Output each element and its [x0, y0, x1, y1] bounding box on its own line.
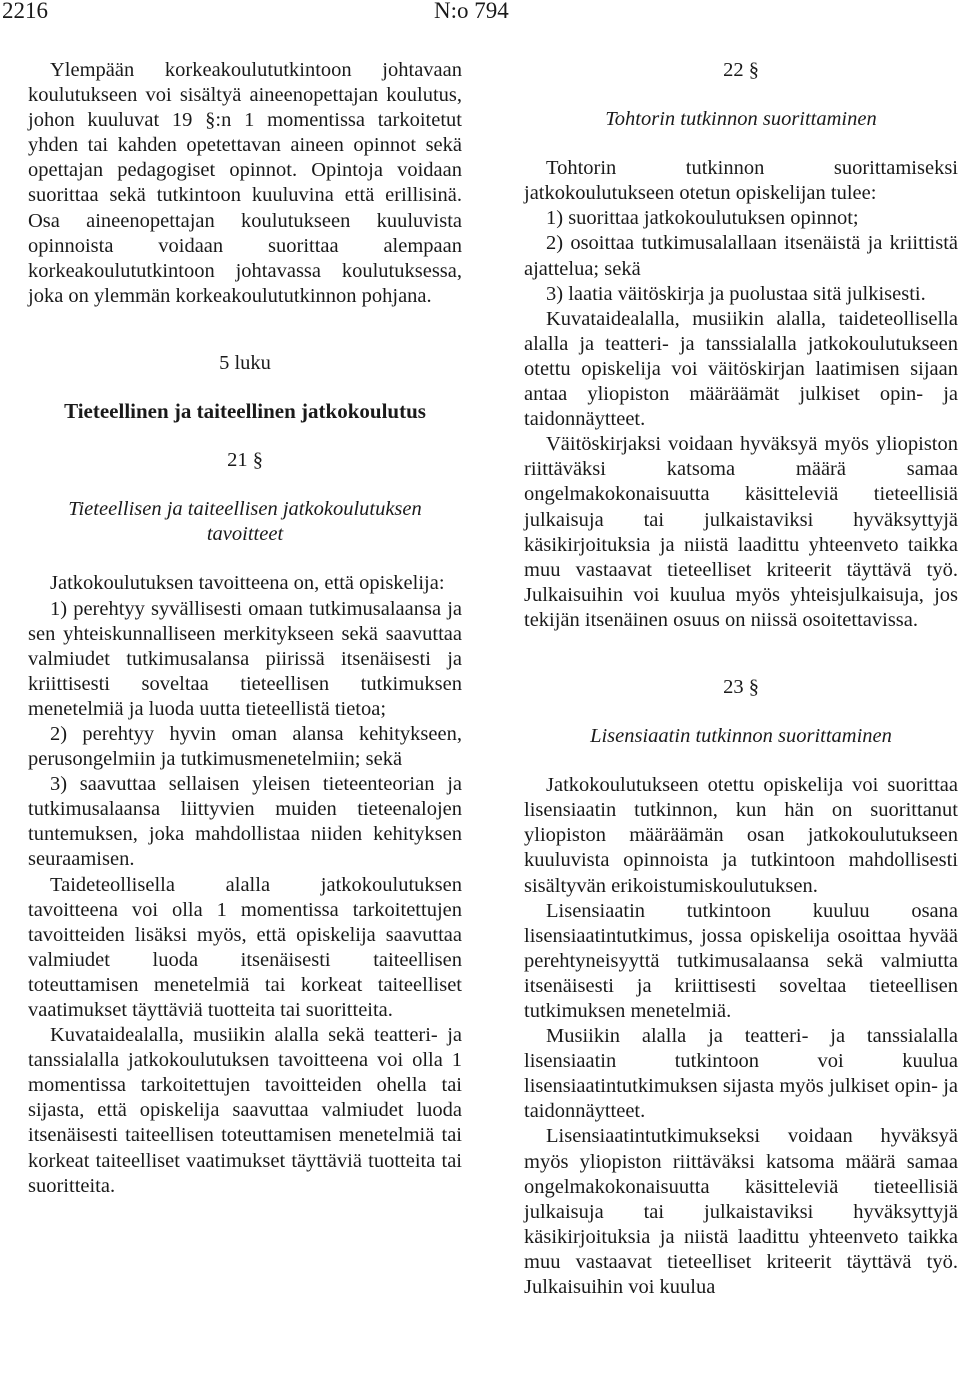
- paragraph: Musiikin alalla ja teatteri- ja tanssialalla lisensiaatin tutkintoon voi kuulua lisensiaatintutkimuksen sijasta myös julkiset opin- ja taidonnäytteet.: [524, 1025, 958, 1123]
- page-header: [0, 0, 960, 34]
- paragraph: Kuvataidealalla, musiikin alalla sekä teatteri- ja tanssialalla jatkokoulutuksen tavoitteena voi olla 1 momentissa tarkoitettujen tavoitteiden ohella tai sijasta, että opiskelija saavuttaa valmiudet luoda itsenäisesti taiteellisen toteuttamisen menetelmiä tai korkeat taiteelliset vaatimukset täyttäviä tuotteita tai suoritteita.: [28, 1024, 462, 1197]
- paragraph: Lisensiaatin tutkintoon kuuluu osana lisensiaatintutkimus, jossa opiskelija osoittaa hyvää perehtyneisyyttä tutkimusalaansa sekä valmiutta itsenäisesti ja kriittisesti soveltaa tieteellisen tutkimuksen menetelmiä.: [524, 899, 958, 1022]
- section-number: 21 §: [227, 449, 263, 472]
- section-title: Tieteellisen ja taiteellisen jatkokoulutuksen tavoitteet: [68, 498, 422, 546]
- paragraph: Jatkokoulutukseen otettu opiskelija voi suorittaa lisensiaatin tutkinnon, kun hän on suorittanut yliopiston määräämän osan jatkokoulutukseen kuuluvista opinnoista ja tutkintoon mahdollisesti sisältyvän erikoistumiskoulutuksen.: [524, 774, 958, 897]
- list-item: 2) perehtyy hyvin oman alansa kehitykseen, perusongelmiin ja tutkimusmenetelmiin; sekä: [28, 722, 462, 771]
- section-title: Lisensiaatin tutkinnon suorittaminen: [590, 725, 892, 748]
- issue-number: N:o 794: [434, 0, 509, 23]
- paragraph: Ylempään korkeakoulututkintoon johtavaan koulutukseen voi sisältyä aineenopettajan koulutus, johon kuuluvat 19 §:n 1 momentissa tarkoitetut yhden tai kahden opetettavan aineen opinnot sekä opettajan pedagogiset opinnot. Opintoja voidaan suorittaa sekä tutkintoon kuuluvina että erillisinä. Osa aineenopettajan koulutukseen kuuluvista opinnoista voidaan suorittaa alempaan korkeakoulututkintoon johtavassa koulutuksessa, joka on ylemmän korkeakoulututkinnon pohjana.: [28, 59, 462, 307]
- list-item: 2) osoittaa tutkimusalallaan itsenäistä ja kriittistä ajattelua; sekä: [524, 232, 958, 280]
- list-item: 3) saavuttaa sellaisen yleisen tieteenteorian ja tutkimusalaansa liittyvien muiden tieteenalojen tuntemuksen, joka mahdollistaa niiden kehityksen seuraamisen.: [28, 773, 462, 871]
- paragraph: Lisensiaatintutkimukseksi voidaan hyväksyä myös yliopiston riittäväksi katsoma määrä samaa ongelmakokonaisuutta käsitteleviä tieteellisiä julkaisuja tai julkaistaviksi hyväksyttyjä käsikirjoituksia ja niistä laadittu yhteenveto taikka muu vastaavat tieteelliset kriteerit täyttävä työ. Julkaisuihin voi kuulua: [524, 1125, 958, 1299]
- list-item: 3) laatia väitöskirja ja puolustaa sitä julkisesti.: [546, 282, 926, 305]
- paragraph: Taideteollisella alalla jatkokoulutuksen tavoitteena voi olla 1 momentissa tarkoitettujen tavoitteiden lisäksi myös, että opiskelija saavuttaa valmiudet luoda itsenäisesti taiteellisen toteuttamisen menetelmiä tai korkeat taiteelliset vaatimukset täyttäviä tuotteita tai suoritteita.: [28, 873, 462, 1021]
- section-title: Tohtorin tutkinnon suorittaminen: [605, 108, 877, 131]
- paragraph: Jatkokoulutuksen tavoitteena on, että opiskelija:: [50, 572, 445, 595]
- paragraph: Väitöskirjaksi voidaan hyväksyä myös yliopiston riittäväksi katsoma määrä samaa ongelmakokonaisuutta käsitteleviä tieteellisiä julkaisuja tai julkaistaviksi hyväksyttyjä käsikirjoituksia ja niistä laadittu yhteenveto taikka muu vastaavat tieteelliset kriteerit täyttävä työ. Julkaisuihin voi kuulua myös yhteisjulkaisuja, jos tekijän itsenäinen osuus on niissä osoitettavissa.: [524, 433, 958, 631]
- list-item: 1) perehtyy syvällisesti omaan tutkimusalaansa ja sen yhteiskunnalliseen merkitykseen sekä saavuttaa valmiudet tutkimusalansa piirissä itsenäisesti ja kriittisesti soveltaa tieteellisen tutkimuksen menetelmiä ja luoda uutta tieteellistä tietoa;: [28, 597, 462, 720]
- list-item: 1) suorittaa jatkokoulutuksen opinnot;: [546, 207, 859, 230]
- right-column: [524, 58, 958, 1300]
- section-number: 22 §: [723, 59, 759, 81]
- paragraph: Tohtorin tutkinnon suorittamiseksi jatkokoulutukseen otetun opiskelijan tulee:: [524, 157, 958, 205]
- chapter-number: 5 luku: [219, 351, 271, 374]
- page-number: 2216: [2, 0, 48, 23]
- paragraph: Kuvataidealalla, musiikin alalla, taideteollisella alalla ja teatteri- ja tanssialalla jatkokoulutukseen otettu opiskelija voi väitöskirjan laatimisen sijaan antaa yliopiston määräämät julkiset opin- ja taidonnäytteet.: [524, 307, 958, 431]
- chapter-title: Tieteellinen ja taiteellinen jatkokoulutus: [64, 399, 426, 424]
- section-number: 23 §: [723, 675, 759, 698]
- left-column: [28, 58, 462, 1199]
